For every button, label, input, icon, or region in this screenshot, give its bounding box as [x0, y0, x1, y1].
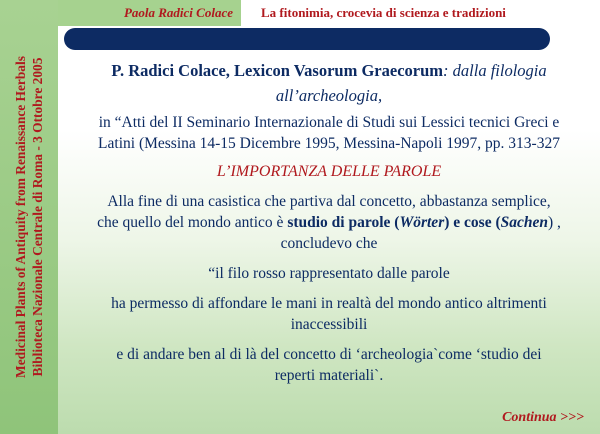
paragraph-2-line-2: inaccessibili	[290, 316, 368, 333]
paragraph-1-line-1: Alla fine di una casistica che partiva dal concetto, abbastanza semplice,	[107, 193, 551, 210]
reference-title-line2	[58, 85, 600, 106]
paragraph-1-line-2	[58, 212, 600, 233]
continue-link[interactable]: Continua >>>	[502, 410, 584, 425]
reference-author: P. Radici Colace, Lexicon Vasorum Graecorum	[111, 61, 444, 80]
p1-text-a: che quello del mondo antico è	[97, 214, 288, 231]
p1-paren-close: )	[444, 214, 454, 231]
header-author: Paola Radici Colace	[58, 0, 241, 26]
paragraph-3-line-2: reperti materiali`.	[274, 367, 384, 384]
sidebar-line-1: Medicinal Plants of Antiquity from Renaissance Herbals	[13, 56, 28, 378]
sidebar	[0, 0, 58, 434]
p1-paren-close-2: ) ,	[548, 214, 561, 231]
paragraph-3-line-1: e di andare ben al di là del concetto di ‘archeologia`come ‘studio dei	[116, 346, 542, 363]
paragraph-2-line-1: ha permesso di affondare le mani in realtà del mondo antico altrimenti	[111, 295, 547, 312]
citation-line-2: Latini (Messina 14-15 Dicembre 1995, Messina-Napoli 1997, pp. 313-327	[98, 135, 560, 152]
section-heading: L’IMPORTANZA DELLE PAROLE	[216, 163, 442, 180]
p1-bold-cose: e cose	[453, 214, 492, 231]
sidebar-line-2: Biblioteca Nazionale Centrale di Roma - 3 Ottobre 2005	[30, 57, 45, 377]
title-bar-decoration	[64, 28, 550, 50]
reference-subtitle-2: all’archeologia	[275, 86, 378, 105]
header-title: La fitonimia, crocevia di scienza e tradizioni	[261, 5, 506, 20]
slide-content	[58, 56, 600, 386]
p1-worter: Wörter	[399, 214, 445, 231]
sidebar-vertical-text	[12, 56, 46, 378]
reference-subtitle-1: : dalla filologia	[443, 61, 547, 80]
citation-line-1: in “Atti del II Seminario Internazionale di Studi sui Lessici tecnici Greci e	[98, 114, 560, 131]
reference-title	[58, 60, 600, 81]
reference-subtitle-3: ,	[377, 86, 383, 105]
p1-paren-open: (	[390, 214, 400, 231]
p1-sachen: Sachen	[500, 214, 548, 231]
p1-paren-open-2: (	[491, 214, 501, 231]
paragraph-1-line-3: concludevo che	[280, 235, 378, 252]
quote-line: “il filo rosso rappresentato dalle parole	[208, 265, 450, 282]
p1-bold-parole: studio di parole	[287, 214, 391, 231]
